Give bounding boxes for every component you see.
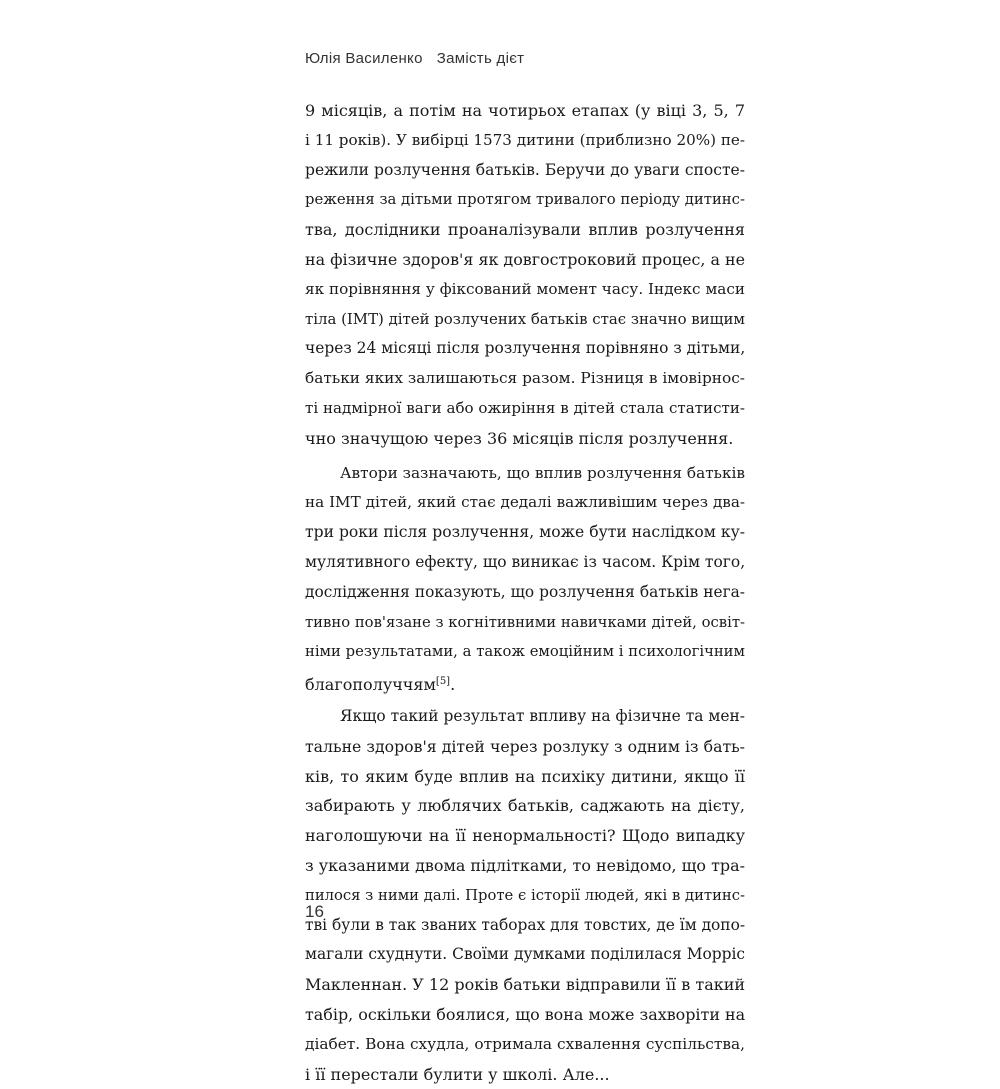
text-line: три роки після розлучення, може бути наслідком ку-	[305, 518, 745, 548]
text-line: Макленнан. У 12 років батьки відправили її в такий	[305, 970, 745, 1000]
text-line: як порівняння у фіксований момент часу. Індекс маси	[305, 275, 745, 305]
text-line: ті надмірної ваги або ожиріння в дітей стала статисти-	[305, 394, 745, 424]
text-line: реження за дітьми протягом тривалого періоду дитинс-	[305, 185, 745, 215]
text-line: 9 місяців, а потім на чотирьох етапах (у віці 3, 5, 7	[305, 96, 745, 126]
footnote-reference[interactable]: [5]	[436, 676, 450, 687]
text-line: на ІМТ дітей, який стає дедалі важливішим через два-	[305, 488, 745, 518]
text-line: дослідження показують, що розлучення батьків нега-	[305, 578, 745, 608]
text-line: тві були в так званих таборах для товстих, де їм допо-	[305, 911, 745, 941]
text-line: Якщо такий результат впливу на фізичне та мен-	[305, 702, 745, 732]
text-line-with-footnote	[305, 667, 745, 697]
header-book-title: Замість дієт	[437, 50, 525, 67]
paragraph	[305, 459, 745, 697]
text-line: діабет. Вона схудла, отримала схвалення суспільства,	[305, 1030, 745, 1060]
text-line: тіла (ІМТ) дітей розлучених батьків стає значно вищим	[305, 305, 745, 335]
text-line: тальне здоров'я дітей через розлуку з одним із бать-	[305, 732, 745, 762]
text-line: через 24 місяці після розлучення порівняно з дітьми,	[305, 334, 745, 364]
text-line: тва, дослідники проаналізували вплив розлучення	[305, 215, 745, 245]
text-line: ків, то яким буде вплив на психіку дитини, якщо її	[305, 762, 745, 792]
text-line: на фізичне здоров'я як довгостроковий процес, а не	[305, 245, 745, 275]
running-header	[305, 50, 524, 67]
text-line: магали схуднути. Своїми думками поділилася Морріс	[305, 940, 745, 970]
text-line: і 11 років). У вибірці 1573 дитини (приблизно 20%) пе-	[305, 126, 745, 156]
body-text	[305, 96, 745, 1089]
page-number: 16	[305, 902, 324, 922]
header-author: Юлія Василенко	[305, 50, 423, 67]
paragraph	[305, 96, 745, 454]
text-line: табір, оскільки боялися, що вона може захворіти на	[305, 1000, 745, 1030]
text-line: наголошуючи на її ненормальності? Щодо випадку	[305, 821, 745, 851]
text-line: і її перестали булити у школі. Але...	[305, 1060, 745, 1089]
text-line: тивно пов'язане з когнітивними навичками дітей, освіт-	[305, 608, 745, 638]
text-fragment: благополуччям	[305, 675, 436, 694]
text-line: режили розлучення батьків. Беручи до уваги спосте-	[305, 156, 745, 186]
text-line: мулятивного ефекту, що виникає із часом. Крім того,	[305, 548, 745, 578]
paragraph	[305, 702, 745, 1089]
text-line: чно значущою через 36 місяців після розлучення.	[305, 424, 745, 454]
text-line: забирають у люблячих батьків, саджають на дієту,	[305, 791, 745, 821]
text-line: Автори зазначають, що вплив розлучення батьків	[305, 459, 745, 489]
text-line: батьки яких залишаються разом. Різниця в імовірнос-	[305, 364, 745, 394]
text-line: пилося з ними далі. Проте є історії людей, які в дитинс-	[305, 881, 745, 911]
text-fragment: .	[450, 675, 455, 694]
text-line: німи результатами, а також емоційним і психологічним	[305, 637, 745, 667]
text-line: з указаними двома підлітками, то невідомо, що тра-	[305, 851, 745, 881]
